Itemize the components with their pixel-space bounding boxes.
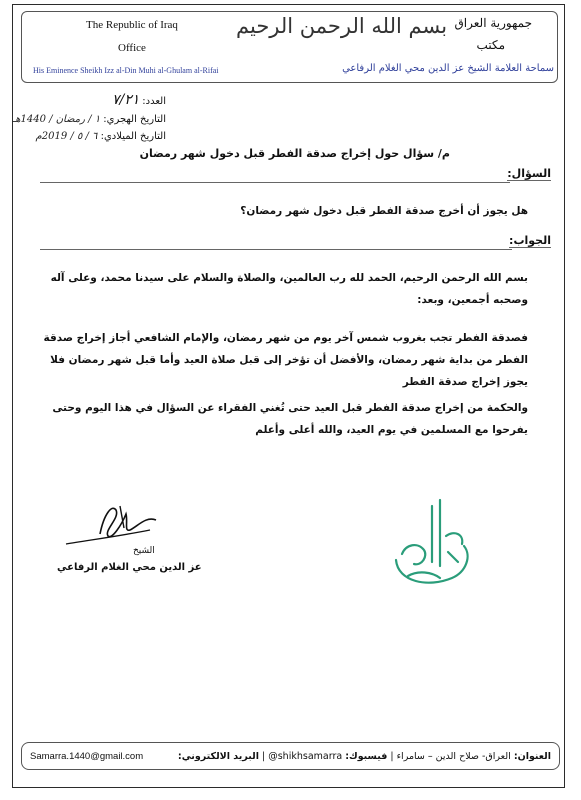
footer-contact-bar [21, 742, 560, 770]
handwritten-signature [60, 500, 170, 552]
footer-sep-1: | [390, 750, 394, 762]
basmala-calligraphy: بسم الله الرحمن الرحيم [236, 14, 448, 38]
ar-republic: جمهورية العراق [454, 16, 532, 30]
number-handwritten: ٧/٢١ [112, 92, 140, 108]
hijri-date [12, 114, 166, 125]
question-rule [40, 182, 510, 183]
answer-paragraph-2: فصدقة الفطر تجب بغروب شمس آخر يوم من شهر رمضان، والإمام الشافعي أجاز إخراج صدقة الفطر من بداية شهر رمضان، والأفضل أن تؤخر إلى قبل صلاة العيد وأما قبل شهر رمضان فلا يجوز إخراج صدقة الفطر [43, 332, 528, 388]
signature-name: عز الدين محي الغلام الرفاعي [57, 562, 202, 573]
footer-sep-2: | [262, 750, 266, 762]
footer-info [178, 751, 551, 762]
footer-address: العراق- صلاح الدين – سامراء [396, 750, 511, 762]
footer-email-label: البريد الالكتروني: [177, 750, 259, 762]
gregorian-date [36, 131, 166, 142]
en-name: His Eminence Sheikh Izz al-Din Muhi al-Ghulam al-Rifai [33, 66, 219, 75]
footer-address-label: العنوان: [513, 750, 551, 762]
hijri-value: ١ / رمضان / 1440هـ [12, 114, 101, 125]
greg-label: التاريخ الميلادي: [100, 131, 166, 142]
footer-facebook-label: فيسبوك: [345, 750, 388, 762]
greg-value: ٦ / ٥ / 2019م [35, 131, 98, 142]
footer-email[interactable]: Samarra.1440@gmail.com [30, 750, 144, 762]
question-label: السؤال: [507, 167, 551, 180]
answer-paragraph-1: بسم الله الرحمن الرحيم، الحمد لله رب العالمين، والصلاة والسلام على سيدنا محمد، وعلى آله وصحبه أجمعين، وبعد: [50, 272, 528, 306]
question-text: هل يجوز أن أخرج صدقة الفطر قبل دخول شهر رمضان؟ [240, 205, 528, 217]
ar-office: مكتب [476, 38, 505, 52]
footer-facebook[interactable]: @shikhsamarra [268, 750, 343, 762]
number-label: العدد: [142, 96, 166, 107]
en-republic: The Republic of Iraq [86, 19, 178, 31]
subject-line: م/ سؤال حول إخراج صدقة الفطر قبل دخول شهر رمضان [139, 147, 450, 160]
ar-name: سماحة العلامة الشيخ عز الدين محي الغلام الرفاعي [342, 63, 554, 74]
answer-rule [40, 249, 512, 250]
green-seal-stamp [388, 496, 478, 596]
answer-paragraph-3: والحكمة من إخراج صدقة الفطر قبل العيد حتى تُغني الفقراء عن السؤال في هذا اليوم وحتى يفرحوا مع المسلمين في يوم العيد، والله أعلى وأعلم [52, 402, 528, 436]
en-office: Office [118, 42, 146, 54]
hijri-label: التاريخ الهجري: [103, 114, 166, 125]
answer-label: الجواب: [509, 234, 551, 247]
signature-title: الشيخ [133, 546, 155, 556]
